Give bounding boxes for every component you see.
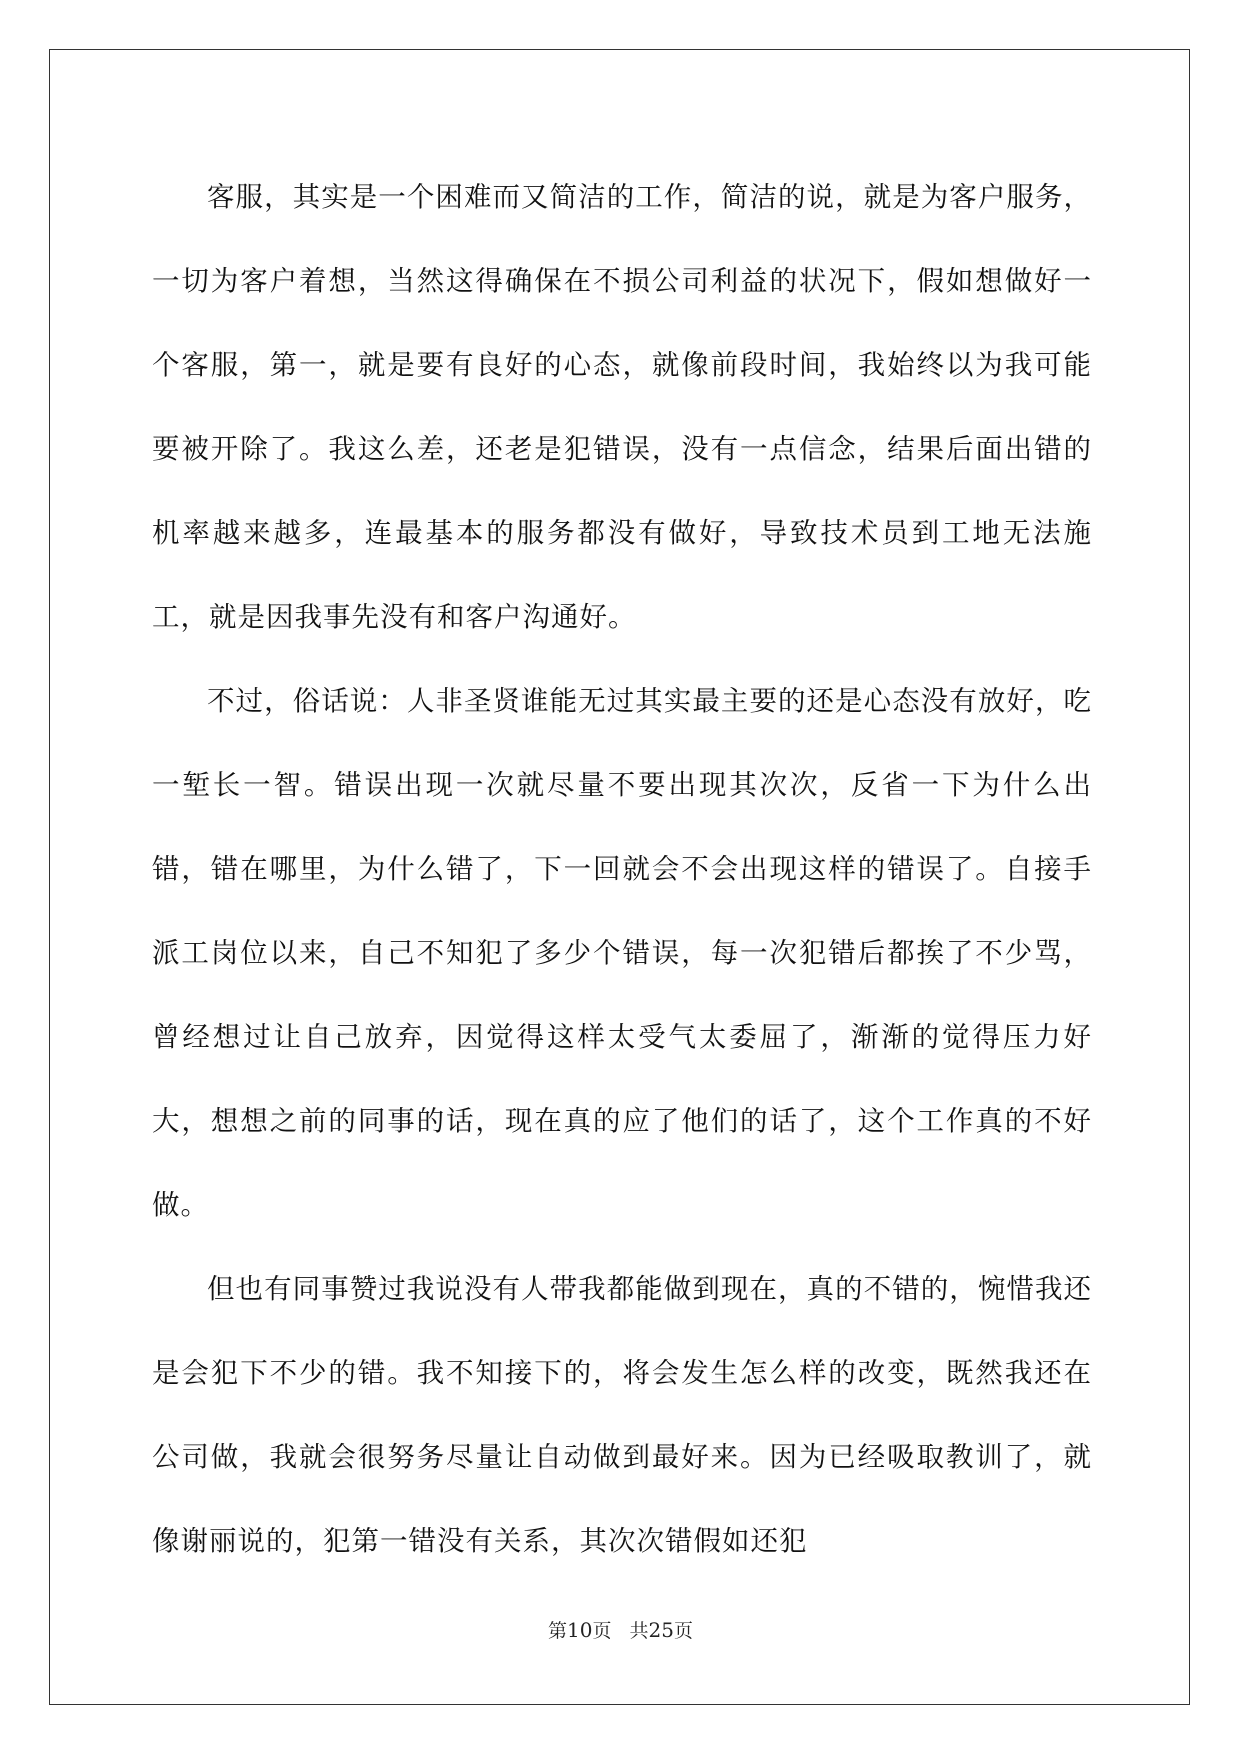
total-prefix: 共 xyxy=(629,1620,649,1642)
total-pages: 25 xyxy=(648,1618,674,1642)
page-footer xyxy=(0,1616,1241,1643)
page-number: 10 xyxy=(567,1618,593,1642)
total-suffix: 页 xyxy=(673,1620,693,1642)
paragraph-3: 但也有同事赞过我说没有人带我都能做到现在，真的不错的，惋惜我还是会犯下不少的错。我不知接下的，将会发生怎么样的改变，既然我还在公司做，我就会很努务尽量让自动做到最好来。因为已经吸取教训了，就像谢丽说的，犯第一错没有关系，其次次错假如还犯 xyxy=(152,1273,1092,1557)
page-prefix: 第 xyxy=(548,1620,568,1642)
page-suffix: 页 xyxy=(592,1620,612,1642)
paragraph-2: 不过，俗话说：人非圣贤谁能无过其实最主要的还是心态没有放好，吃一堑长一智。错误出现一次就尽量不要出现其次次，反省一下为什么出错，错在哪里，为什么错了，下一回就会不会出现这样的错误了。自接手派工岗位以来，自己不知犯了多少个错误，每一次犯错后都挨了不少骂，曾经想过让自己放弃，因觉得这样太受气太委屈了，渐渐的觉得压力好大，想想之前的同事的话，现在真的应了他们的话了，这个工作真的不好做。 xyxy=(152,685,1092,1221)
document-body xyxy=(152,155,1092,1583)
paragraph-1: 客服，其实是一个困难而又简洁的工作，简洁的说，就是为客户服务，一切为客户着想，当然这得确保在不损公司利益的状况下，假如想做好一个客服，第一，就是要有良好的心态，就像前段时间，我始终以为我可能要被开除了。我这么差，还老是犯错误，没有一点信念，结果后面出错的机率越来越多，连最基本的服务都没有做好，导致技术员到工地无法施工，就是因我事先没有和客户沟通好。 xyxy=(152,181,1092,633)
